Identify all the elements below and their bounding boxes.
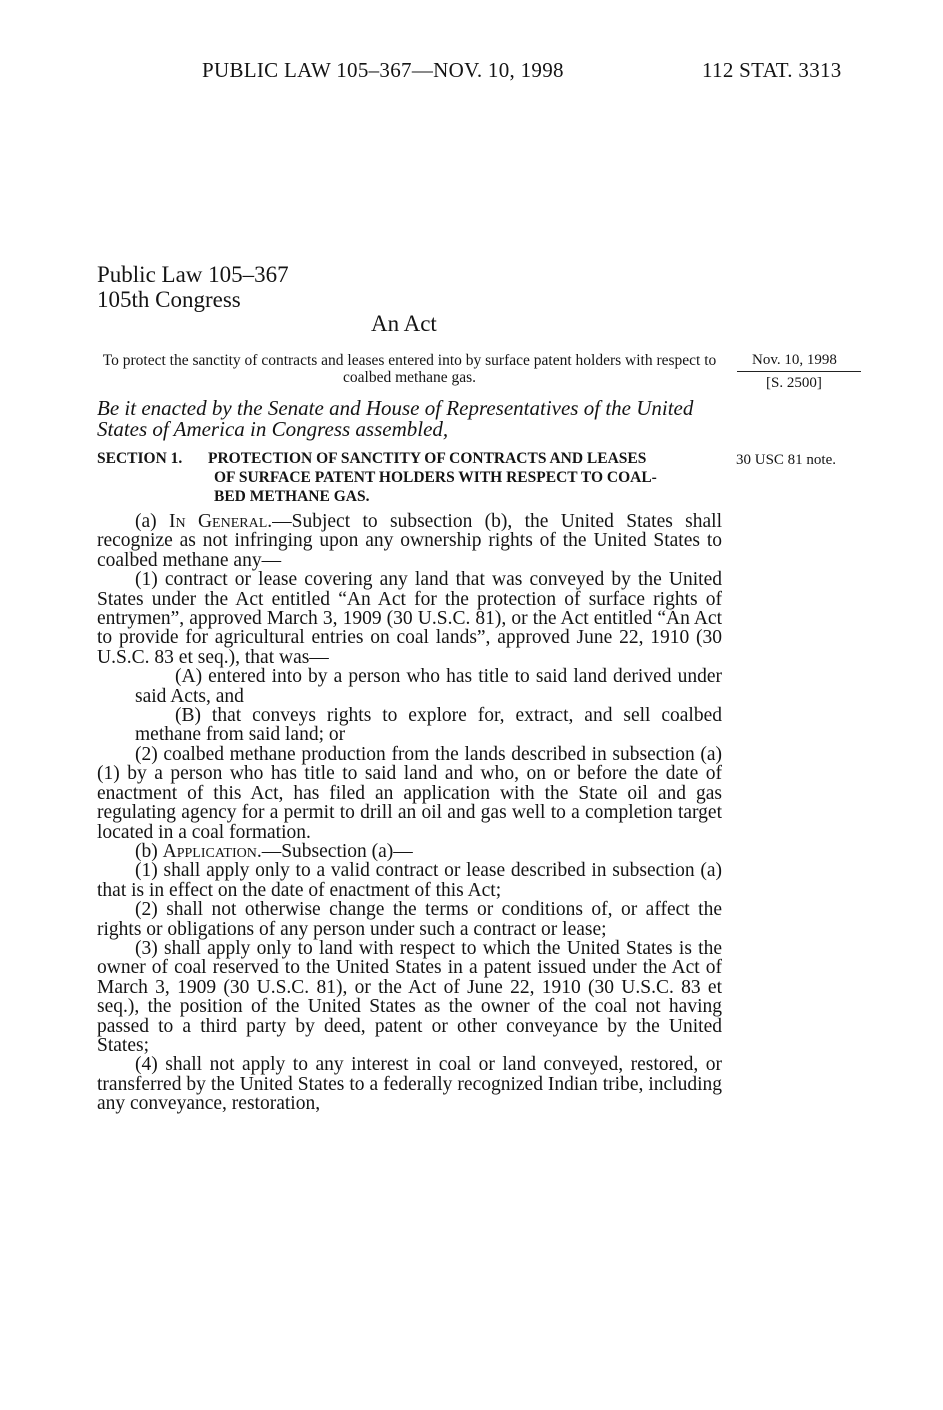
subsection-a-para-1-B-text: (B) that conveys rights to explore for, extract, and sell coalbed methane from said land; or [135,705,722,746]
subsection-b-para-3-text: (3) shall apply only to land with respect to which the United States is the owner of coal reserved to the United States in a patent issued under the Act of March 3, 1909 (30 U.S.C. 81), or the Act of June 22, 1910 (30 U.S.C. 83 et seq.), the position of the United States as the owner of the coal not having passed to a third party by deed, patent or other conveyance by the United States; [97,937,722,1056]
act-heading: An Act [371,311,437,336]
subsection-a-para-2-text: (2) coalbed methane production from the lands described in subsection (a)(1) by a person who has title to said land and who, on or before the date of enactment of this Act, has filed an application with the State oil and gas regulating agency for a permit to drill an oil and gas well to a completion target located in a coal formation. [97,743,722,843]
section-heading [97,449,722,506]
enacting-clause: Be it enacted by the Senate and House of Representatives of the United States of America in Congress assembled, [97,396,694,441]
subsection-b-label: (b) [135,840,163,862]
stat-citation: 112 STAT. 3313 [702,58,842,82]
subsection-a-text: .—Subject to subsection (b), the United States shall recognize as not infringing upon any ownership rights of the United States to coalbed methane any— [97,511,722,571]
subsection-a-para-1-A [57,667,722,706]
subsection-b [97,842,722,861]
congress-number: 105th Congress [97,287,241,312]
subsection-a-para-1-B [57,706,722,745]
subsection-b-para-2-text: (2) shall not otherwise change the terms or conditions of, or affect the rights or obligations of any person under such a contract or lease; [97,899,722,940]
subsection-a-para-1-A-text: (A) entered into by a person who has title to said land derived under said Acts, and [135,666,722,707]
subsection-b-para-4 [97,1055,722,1113]
subsection-a-para-1-text: (1) contract or lease covering any land that was conveyed by the United States under the Act entitled “An Act for the protection of surface rights of entrymen”, approved March 3, 1909 (30 U.S.C. 81), or the Act entitled “An Act to provide for agricultural entries on coal lands”, approved June 22, 1910 (30 U.S.C. 83 et seq.), that was— [97,569,722,668]
margin-note-date: Nov. 10, 1998 [752,352,837,368]
subsection-b-para-3 [97,939,722,1055]
subsection-b-para-1-text: (1) shall apply only to a valid contract or lease described in subsection (a) that is in effect on the date of enactment of this Act; [97,860,722,901]
subsection-b-para-4-text: (4) shall not apply to any interest in coal or land conveyed, restored, or transferred by the United States to a federally recognized Indian tribe, including any conveyance, restoration, [97,1054,722,1115]
margin-note-bill: [S. 2500] [766,375,822,391]
subsection-b-para-1 [97,861,722,900]
section-title-line-1: PROTECTION OF SANCTITY OF CONTRACTS AND LEASES [208,450,647,467]
margin-note-code: 30 USC 81 note. [736,452,837,468]
section-title-line-2: OF SURFACE PATENT HOLDERS WITH RESPECT TO COAL- [214,469,657,486]
subsection-a [97,512,722,570]
subsection-b-text: .—Subsection (a)— [256,840,413,862]
section-body [97,512,722,1114]
subsection-b-para-2 [97,900,722,939]
subsection-a-para-2 [97,745,722,842]
subsection-b-heading: Application [162,840,257,862]
subsection-a-heading: In General [169,511,268,532]
purpose-statement: To protect the sanctity of contracts and leases entered into by surface patent holders with respect to coalbed methane gas. [102,352,717,386]
section-label: SECTION 1. [97,450,183,467]
public-law-number: Public Law 105–367 [97,262,289,287]
subsection-a-label: (a) [135,511,169,532]
margin-note-rule [737,371,861,372]
subsection-a-para-1 [97,570,722,667]
running-title: PUBLIC LAW 105–367—NOV. 10, 1998 [202,58,564,82]
section-title-line-3: BED METHANE GAS. [214,488,370,505]
